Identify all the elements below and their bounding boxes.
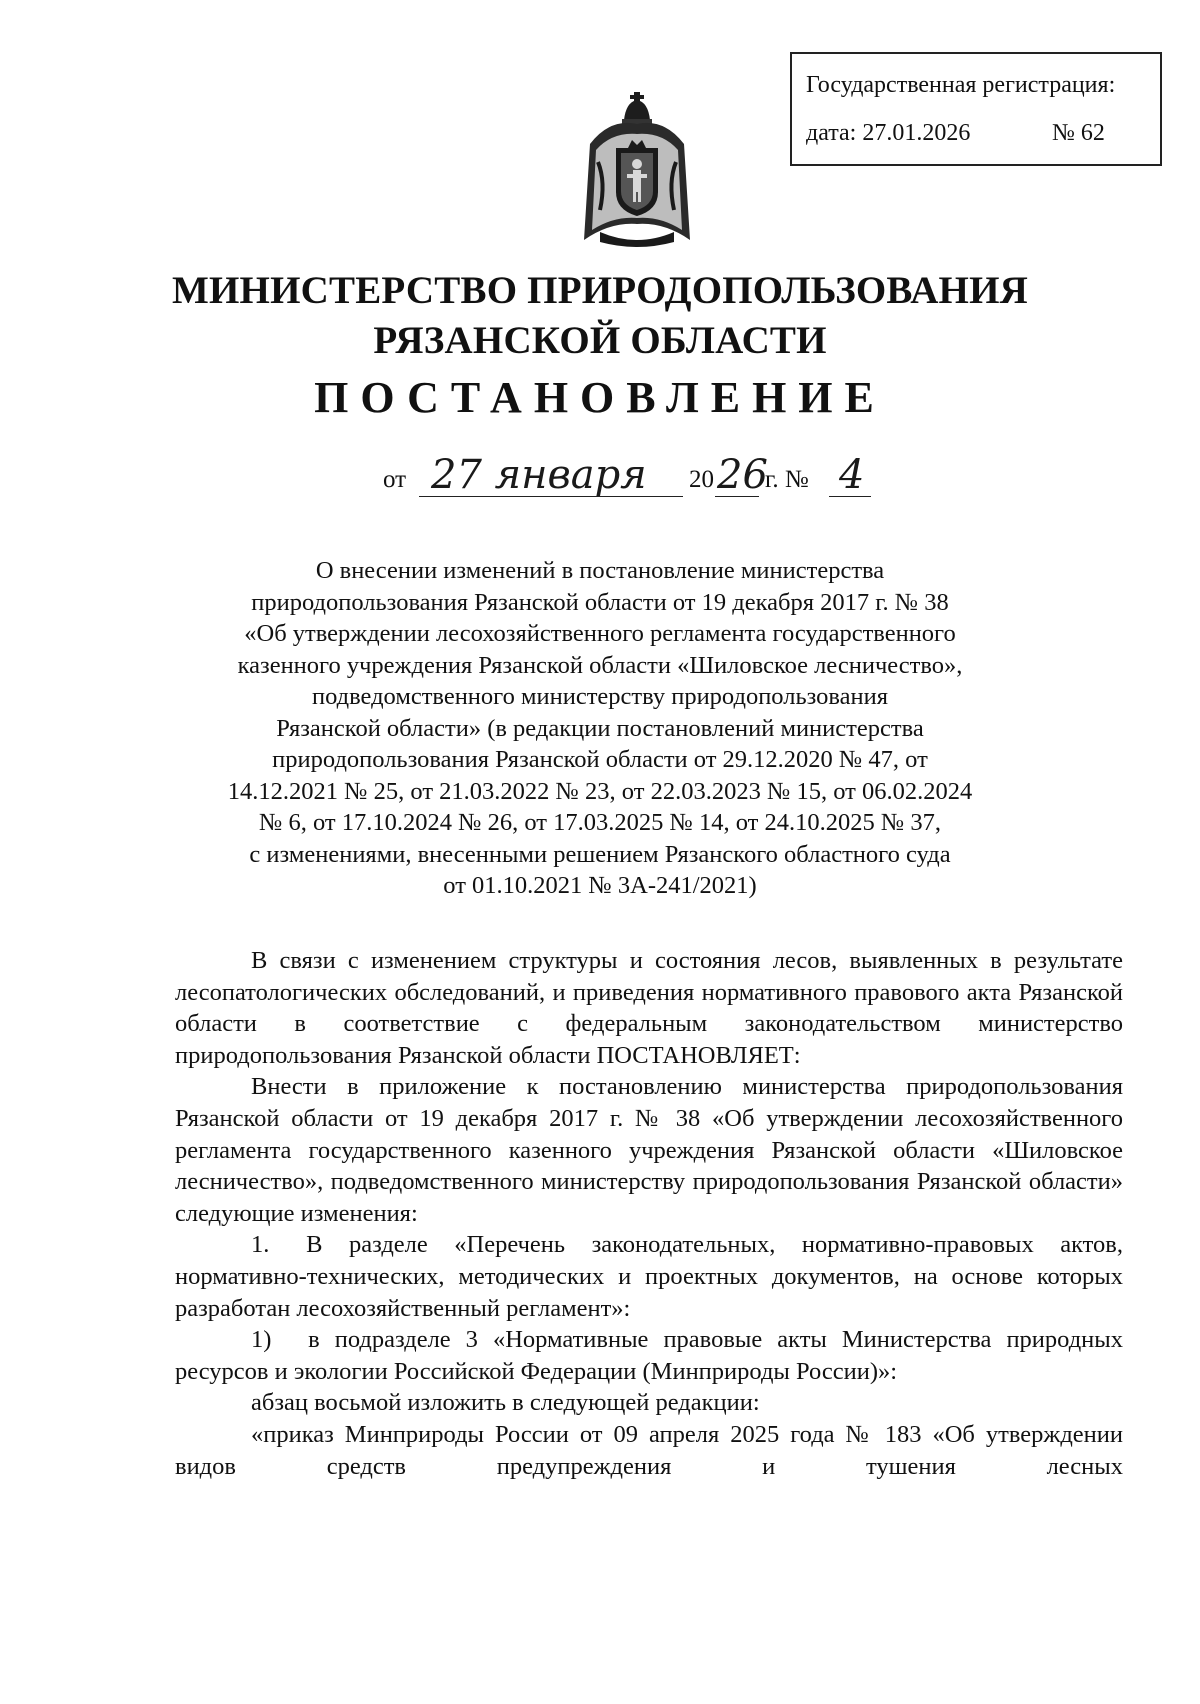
registration-date-row xyxy=(806,120,1105,147)
paragraph-item-1: 1. В разделе «Перечень законодательных, нормативно-правовых актов, нормативно-технических, методических и проектных документов, на основе которых разработан лесохозяйственный регламент»: xyxy=(175,1231,1123,1322)
year-prefix: 20 xyxy=(689,466,714,493)
document-type-title: ПОСТАНОВЛЕНИЕ xyxy=(314,373,886,422)
subject-line: подведомственного министерству природопользования xyxy=(311,683,889,710)
document-body xyxy=(175,945,1123,1482)
document-subject xyxy=(200,555,1000,902)
subject-line: от 01.10.2021 № 3А-241/2021) xyxy=(443,872,757,899)
subject-line: «Об утверждении лесохозяйственного регламента государственного xyxy=(244,620,956,647)
year-underline xyxy=(715,496,759,497)
paragraph-instruction: абзац восьмой изложить в следующей редакции: xyxy=(251,1389,760,1417)
subject-line: природопользования Рязанской области от 29.12.2020 № 47, от xyxy=(272,746,928,773)
subject-line: Рязанской области» (в редакции постановлений министерства xyxy=(276,714,924,742)
registration-number: № 62 xyxy=(1052,120,1105,146)
subject-line: О внесении изменений в постановление министерства xyxy=(315,557,885,584)
registration-date: дата: 27.01.2026 xyxy=(806,120,971,146)
organization-name-line2: РЯЗАНСКОЙ ОБЛАСТИ xyxy=(373,319,827,362)
organization-name xyxy=(0,266,1200,366)
paragraph-quoted-order: «приказ Минприроды России от 09 апреля 2025 года № 183 «Об утверждении видов средств предупреждения и тушения лесных xyxy=(175,1420,1123,1480)
subject-line: 14.12.2021 № 25, от 21.03.2022 № 23, от 22.03.2023 № 15, от 06.02.2024 xyxy=(227,777,973,805)
handwritten-number: 4 xyxy=(839,452,865,498)
subject-line: казенного учреждения Рязанской области «Шиловское лесничество», xyxy=(237,651,963,679)
paragraph-preamble: В связи с изменением структуры и состояния лесов, выявленных в результате лесопатологических обследований, и приведения нормативного правового акта Рязанской области в соответствие с федеральным законодательством министерство природопользования Рязанской области ПОСТАНОВЛЯЕТ: xyxy=(175,947,1123,1069)
paragraph-subitem-1: 1) в подразделе 3 «Нормативные правовые акты Министерства природных ресурсов и экологии Российской Федерации (Минприроды России)»: xyxy=(175,1326,1123,1385)
organization-name-line1: МИНИСТЕРСТВО ПРИРОДОПОЛЬЗОВАНИЯ xyxy=(172,269,1028,312)
paragraph-resolution: Внести в приложение к постановлению министерства природопользования Рязанской области от 19 декабря 2017 г. № 38 «Об утверждении лесохозяйственного регламента государственного казенного учреждения Рязанской области «Шиловское лесничество», подведомственного министерству природопользования Рязанской области» следующие изменения: xyxy=(175,1073,1123,1227)
number-prefix: г. № xyxy=(765,466,809,493)
subject-line: № 6, от 17.10.2024 № 26, от 17.03.2025 № 14, от 24.10.2025 № 37, xyxy=(258,809,942,836)
registration-title: Государственная регистрация: xyxy=(806,72,1116,98)
number-underline xyxy=(829,496,871,497)
handwritten-date: 27 января xyxy=(431,452,647,498)
ryazan-coat-of-arms-icon xyxy=(580,92,694,248)
handwritten-year: 26 xyxy=(717,452,768,498)
date-prefix: от xyxy=(383,466,407,493)
registration-stamp xyxy=(790,52,1162,166)
subject-line: с изменениями, внесенными решением Рязанского областного суда xyxy=(249,840,951,868)
date-underline xyxy=(419,496,683,497)
subject-line: природопользования Рязанской области от 19 декабря 2017 г. № 38 xyxy=(251,588,949,616)
